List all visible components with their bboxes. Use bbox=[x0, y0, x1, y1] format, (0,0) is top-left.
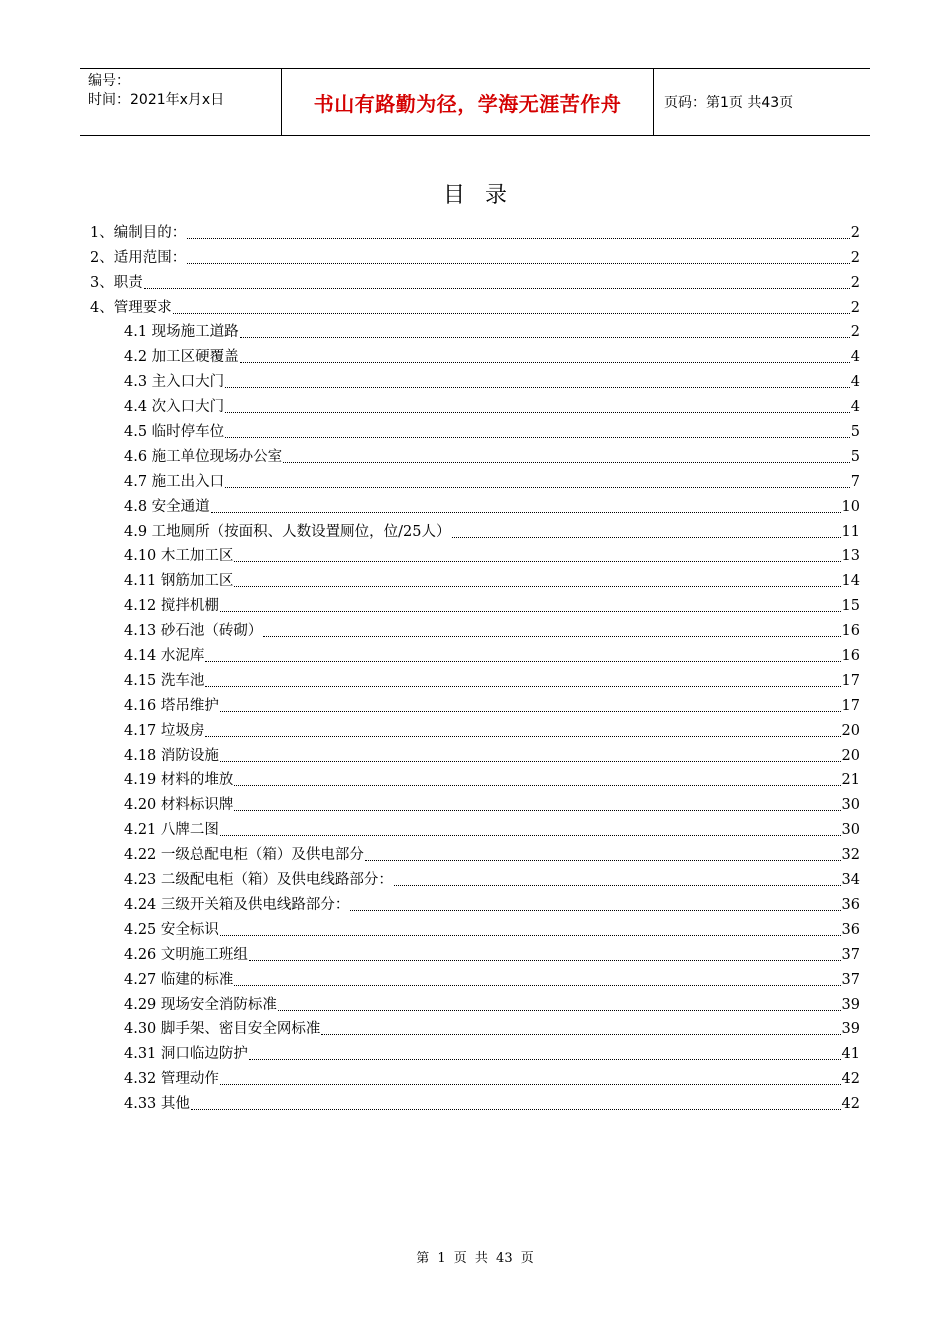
toc-entry-label: 4.22 一级总配电柜（箱）及供电部分 bbox=[124, 847, 364, 864]
toc-entry[interactable] bbox=[90, 840, 860, 865]
toc-title: 目录 bbox=[442, 183, 527, 208]
toc-leader-dots bbox=[220, 835, 841, 836]
toc-leader-dots bbox=[283, 462, 850, 463]
toc-entry-page: 37 bbox=[841, 971, 860, 988]
toc-entry-label: 3、职责 bbox=[90, 274, 143, 291]
toc-entry-page: 39 bbox=[841, 1021, 860, 1038]
toc-entry[interactable] bbox=[90, 1089, 860, 1114]
toc-entry-page: 30 bbox=[841, 797, 860, 814]
toc-entry-label: 4.24 三级开关箱及供电线路部分： bbox=[124, 896, 350, 913]
toc-entry-page: 34 bbox=[841, 872, 860, 889]
toc-entry[interactable] bbox=[90, 318, 860, 343]
toc-leader-dots bbox=[350, 910, 840, 911]
toc-entry-label: 4.9 工地厕所（按面积、人数设置厕位，位/25人） bbox=[124, 523, 451, 540]
toc-entry[interactable] bbox=[90, 367, 860, 392]
toc-entry-label: 4.15 洗车池 bbox=[124, 672, 205, 689]
toc-leader-dots bbox=[225, 487, 850, 488]
toc-entry[interactable] bbox=[90, 815, 860, 840]
toc-leader-dots bbox=[205, 686, 840, 687]
toc-entry[interactable] bbox=[90, 890, 860, 915]
toc-entry-page: 15 bbox=[841, 598, 860, 615]
toc-entry-label: 4.3 主入口大门 bbox=[124, 374, 225, 391]
toc-entry[interactable] bbox=[90, 965, 860, 990]
toc-entry[interactable] bbox=[90, 591, 860, 616]
toc-entry[interactable] bbox=[90, 1039, 860, 1064]
toc-entry-label: 4.25 安全标识 bbox=[124, 921, 219, 938]
toc-entry-label: 4.13 砂石池（砖砌） bbox=[124, 623, 263, 640]
toc-entry-label: 4.20 材料标识牌 bbox=[124, 797, 234, 814]
toc-entry-page: 42 bbox=[841, 1071, 860, 1088]
toc-leader-dots bbox=[211, 512, 841, 513]
header-motto: 书山有路勤为径，学海无涯苦作舟 bbox=[313, 91, 622, 116]
toc-leader-dots bbox=[263, 636, 840, 637]
toc-entry-label: 4.11 钢筋加工区 bbox=[124, 573, 234, 590]
toc-entry-page: 30 bbox=[841, 822, 860, 839]
toc-leader-dots bbox=[225, 412, 850, 413]
toc-entry[interactable] bbox=[90, 467, 860, 492]
toc-entry-page: 11 bbox=[841, 523, 860, 540]
toc-entry-label: 4.8 安全通道 bbox=[124, 498, 210, 515]
page-footer: 第 1 页 共 43 页 bbox=[416, 1251, 534, 1266]
toc-entry-label: 4.23 二级配电柜（箱）及供电线路部分： bbox=[124, 872, 393, 889]
toc-entry-page: 5 bbox=[850, 424, 860, 441]
toc-entry[interactable] bbox=[90, 1064, 860, 1089]
toc-entry-page: 2 bbox=[850, 274, 860, 291]
toc-entry-label: 4.18 消防设施 bbox=[124, 747, 219, 764]
toc-entry[interactable] bbox=[90, 716, 860, 741]
toc-leader-dots bbox=[234, 561, 840, 562]
toc-entry-label: 4.31 洞口临边防护 bbox=[124, 1046, 248, 1063]
toc-entry-page: 17 bbox=[841, 697, 860, 714]
toc-leader-dots bbox=[234, 586, 840, 587]
toc-entry[interactable] bbox=[90, 940, 860, 965]
toc-leader-dots bbox=[220, 1084, 841, 1085]
toc-entry[interactable] bbox=[90, 392, 860, 417]
toc-entry[interactable] bbox=[90, 243, 860, 268]
document-time: 时间：2021年x月x日 bbox=[88, 92, 225, 108]
toc-entry-page: 16 bbox=[841, 623, 860, 640]
toc-entry[interactable] bbox=[90, 293, 860, 318]
toc-entry-label: 4.26 文明施工班组 bbox=[124, 946, 248, 963]
toc-leader-dots bbox=[205, 661, 840, 662]
toc-leader-dots bbox=[220, 711, 841, 712]
toc-leader-dots bbox=[452, 537, 841, 538]
header-page-info-cell bbox=[654, 69, 870, 135]
toc-entry-label: 4.7 施工出入口 bbox=[124, 473, 225, 490]
toc-entry-page: 4 bbox=[850, 349, 860, 366]
toc-leader-dots bbox=[144, 288, 850, 289]
page-header bbox=[80, 68, 870, 136]
toc-entry[interactable] bbox=[90, 666, 860, 691]
toc-entry[interactable] bbox=[90, 342, 860, 367]
toc-leader-dots bbox=[205, 736, 840, 737]
toc-entry-page: 4 bbox=[850, 399, 860, 416]
toc-entry-page: 5 bbox=[850, 448, 860, 465]
toc-leader-dots bbox=[394, 885, 841, 886]
document-code: 编号： bbox=[88, 73, 130, 89]
toc-leader-dots bbox=[234, 985, 840, 986]
toc-leader-dots bbox=[321, 1034, 840, 1035]
toc-entry-label: 4.19 材料的堆放 bbox=[124, 772, 234, 789]
toc-entry[interactable] bbox=[90, 990, 860, 1015]
toc-entry[interactable] bbox=[90, 517, 860, 542]
toc-entry-label: 4.2 加工区硬覆盖 bbox=[124, 349, 239, 366]
toc-entry-label: 4.14 水泥库 bbox=[124, 648, 205, 665]
toc-entry-label: 4.17 垃圾房 bbox=[124, 722, 205, 739]
toc-entry-label: 4.6 施工单位现场办公室 bbox=[124, 448, 283, 465]
toc-entry[interactable] bbox=[90, 218, 860, 243]
toc-entry[interactable] bbox=[90, 766, 860, 791]
toc-entry[interactable] bbox=[90, 566, 860, 591]
toc-leader-dots bbox=[240, 337, 850, 338]
toc-leader-dots bbox=[187, 263, 850, 264]
toc-leader-dots bbox=[234, 785, 840, 786]
toc-entry-page: 2 bbox=[850, 249, 860, 266]
toc-entry-page: 36 bbox=[841, 896, 860, 913]
toc-leader-dots bbox=[220, 611, 841, 612]
header-page-info: 页码：第1页 共43页 bbox=[664, 95, 794, 111]
toc-leader-dots bbox=[187, 238, 850, 239]
table-of-contents bbox=[90, 218, 860, 1114]
toc-entry-label: 4、管理要求 bbox=[90, 299, 172, 316]
toc-entry-label: 4.33 其他 bbox=[124, 1096, 190, 1113]
toc-entry[interactable] bbox=[90, 268, 860, 293]
header-meta bbox=[80, 69, 282, 135]
toc-leader-dots bbox=[191, 1109, 841, 1110]
toc-entry-page: 7 bbox=[850, 473, 860, 490]
toc-entry-label: 4.1 现场施工道路 bbox=[124, 324, 239, 341]
toc-entry-page: 10 bbox=[841, 498, 860, 515]
toc-entry[interactable] bbox=[90, 865, 860, 890]
toc-entry-page: 2 bbox=[850, 224, 860, 241]
toc-entry[interactable] bbox=[90, 915, 860, 940]
toc-entry[interactable] bbox=[90, 790, 860, 815]
toc-entry-page: 32 bbox=[841, 847, 860, 864]
toc-entry-label: 4.12 搅拌机棚 bbox=[124, 598, 219, 615]
toc-entry[interactable] bbox=[90, 641, 860, 666]
toc-leader-dots bbox=[234, 810, 840, 811]
toc-entry-label: 4.32 管理动作 bbox=[124, 1071, 219, 1088]
toc-entry-page: 20 bbox=[841, 747, 860, 764]
toc-entry-page: 16 bbox=[841, 648, 860, 665]
toc-entry-label: 4.27 临建的标准 bbox=[124, 971, 234, 988]
toc-entry-label: 4.4 次入口大门 bbox=[124, 399, 225, 416]
toc-leader-dots bbox=[225, 437, 850, 438]
toc-entry-page: 21 bbox=[841, 772, 860, 789]
toc-leader-dots bbox=[220, 935, 841, 936]
toc-entry-page: 20 bbox=[841, 722, 860, 739]
toc-entry[interactable] bbox=[90, 616, 860, 641]
toc-leader-dots bbox=[220, 761, 841, 762]
toc-leader-dots bbox=[173, 313, 850, 314]
toc-entry[interactable] bbox=[90, 492, 860, 517]
toc-leader-dots bbox=[278, 1010, 841, 1011]
toc-entry-page: 4 bbox=[850, 374, 860, 391]
toc-leader-dots bbox=[249, 960, 841, 961]
toc-entry-label: 1、编制目的： bbox=[90, 224, 187, 241]
toc-entry-page: 17 bbox=[841, 672, 860, 689]
toc-entry-label: 4.21 八牌二图 bbox=[124, 822, 219, 839]
toc-entry[interactable] bbox=[90, 542, 860, 567]
toc-entry-page: 14 bbox=[841, 573, 860, 590]
toc-entry-page: 2 bbox=[850, 324, 860, 341]
toc-entry-page: 36 bbox=[841, 921, 860, 938]
toc-entry[interactable] bbox=[90, 691, 860, 716]
toc-entry-label: 4.10 木工加工区 bbox=[124, 548, 234, 565]
toc-entry-page: 42 bbox=[841, 1096, 860, 1113]
toc-entry-page: 13 bbox=[841, 548, 860, 565]
toc-leader-dots bbox=[240, 362, 850, 363]
toc-entry-label: 2、适用范围： bbox=[90, 249, 187, 266]
toc-entry-label: 4.30 脚手架、密目安全网标准 bbox=[124, 1021, 321, 1038]
toc-entry[interactable] bbox=[90, 1015, 860, 1040]
header-motto-cell bbox=[282, 69, 654, 135]
toc-entry-page: 39 bbox=[841, 996, 860, 1013]
toc-entry-label: 4.16 塔吊维护 bbox=[124, 697, 219, 714]
toc-leader-dots bbox=[225, 387, 850, 388]
toc-entry-page: 2 bbox=[850, 299, 860, 316]
toc-leader-dots bbox=[365, 860, 841, 861]
toc-entry-page: 41 bbox=[841, 1046, 860, 1063]
toc-entry[interactable] bbox=[90, 741, 860, 766]
toc-entry-label: 4.5 临时停车位 bbox=[124, 424, 225, 441]
toc-entry[interactable] bbox=[90, 417, 860, 442]
toc-entry-label: 4.29 现场安全消防标准 bbox=[124, 996, 277, 1013]
toc-leader-dots bbox=[249, 1059, 841, 1060]
toc-entry[interactable] bbox=[90, 442, 860, 467]
toc-entry-page: 37 bbox=[841, 946, 860, 963]
